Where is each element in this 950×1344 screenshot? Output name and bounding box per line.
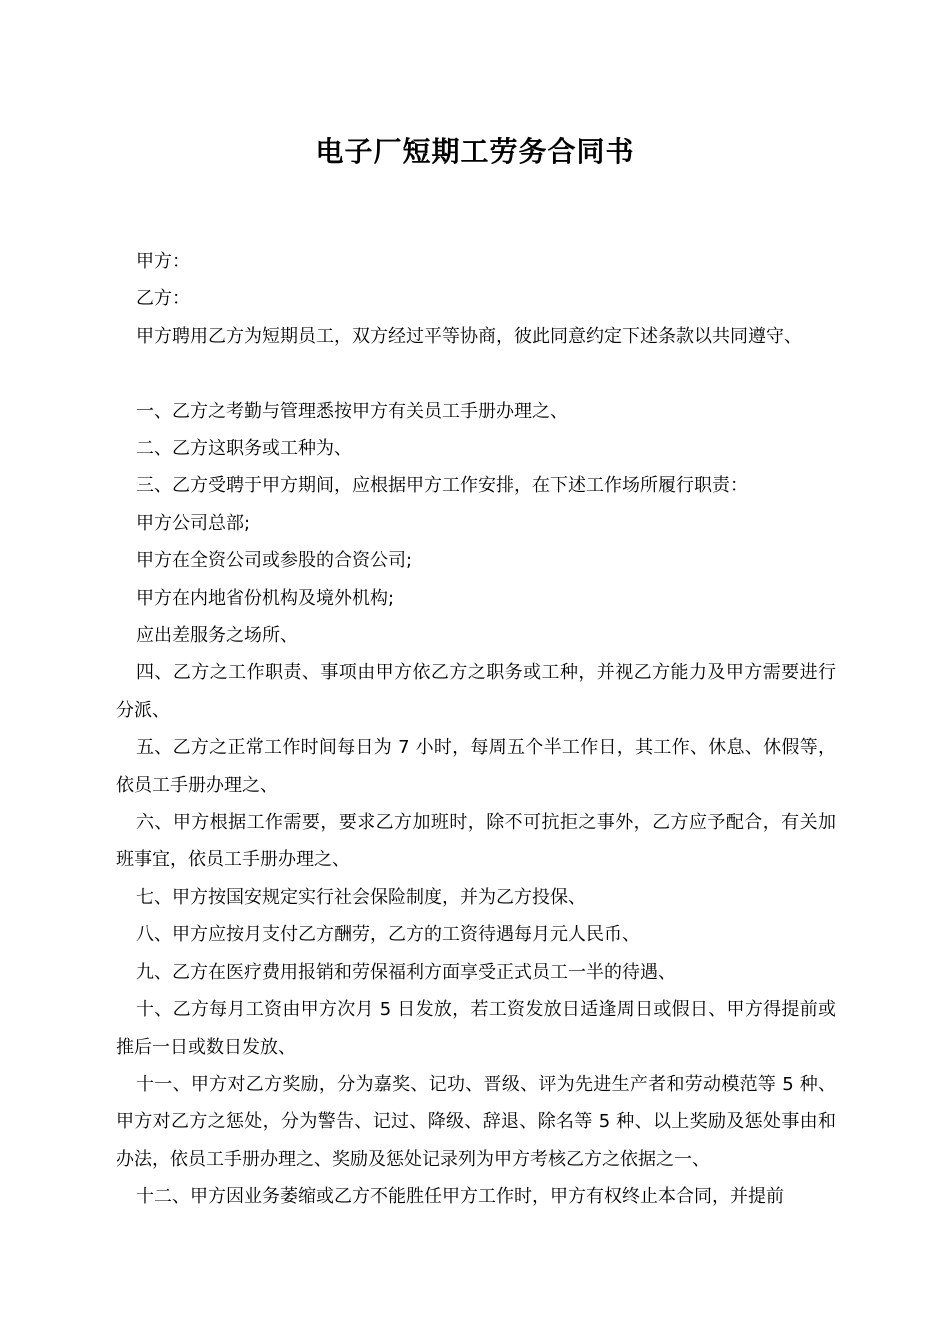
workplace-item: 甲方在内地省份机构及境外机构; — [136, 587, 395, 609]
clause-7: 七、甲方按国安规定实行社会保险制度，并为乙方投保、 — [136, 886, 586, 908]
clause-3: 三、乙方受聘于甲方期间，应根据甲方工作安排，在下述工作场所履行职责： — [136, 475, 748, 497]
workplace-item: 应出差服务之场所、 — [136, 625, 298, 647]
party-b-line: 乙方： — [136, 288, 190, 310]
intro-paragraph: 甲方聘用乙方为短期员工，双方经过平等协商，彼此同意约定下述条款以共同遵守、 — [136, 325, 802, 347]
clause-2: 二、乙方这职务或工种为、 — [136, 438, 352, 460]
clause-9: 九、乙方在医疗费用报销和劳保福利方面享受正式员工一半的待遇、 — [136, 961, 676, 983]
clause-8: 八、甲方应按月支付乙方酬劳，乙方的工资待遇每月元人民币、 — [136, 924, 640, 946]
party-a-line: 甲方： — [136, 251, 190, 272]
document-title: 电子厂短期工劳务合同书 — [315, 135, 635, 168]
clause-12: 十二、甲方因业务萎缩或乙方不能胜任甲方工作时，甲方有权终止本合同，并提前 — [136, 1186, 784, 1208]
clause-5: 五、乙方之正常工作时间每日为 7 小时，每周五个半工作日，其工作、休息、休假等，依员工手册办理之、 — [116, 737, 836, 796]
workplace-item: 甲方公司总部; — [136, 512, 251, 534]
clause-4: 四、乙方之工作职责、事项由甲方依乙方之职务或工种，并视乙方能力及甲方需要进行分派、 — [116, 662, 836, 721]
clause-6: 六、甲方根据工作需要，要求乙方加班时，除不可抗拒之事外，乙方应予配合，有关加班事宜，依员工手册办理之、 — [116, 812, 836, 871]
clause-1: 一、乙方之考勤与管理悉按甲方有关员工手册办理之、 — [136, 400, 568, 422]
document-body — [116, 243, 836, 1216]
workplace-item: 甲方在全资公司或参股的合资公司; — [136, 550, 413, 572]
clause-11: 十一、甲方对乙方奖励，分为嘉奖、记功、晋级、评为先进生产者和劳动模范等 5 种、甲方对乙方之惩处，分为警告、记过、降级、辞退、除名等 5 种、以上奖励及惩处事由和办法，依员工手册办理之、奖励及惩处记录列为甲方考核乙方之依据之一、 — [116, 1073, 836, 1170]
clause-10: 十、乙方每月工资由甲方次月 5 日发放，若工资发放日适逢周日或假日、甲方得提前或推后一日或数日发放、 — [116, 999, 836, 1058]
